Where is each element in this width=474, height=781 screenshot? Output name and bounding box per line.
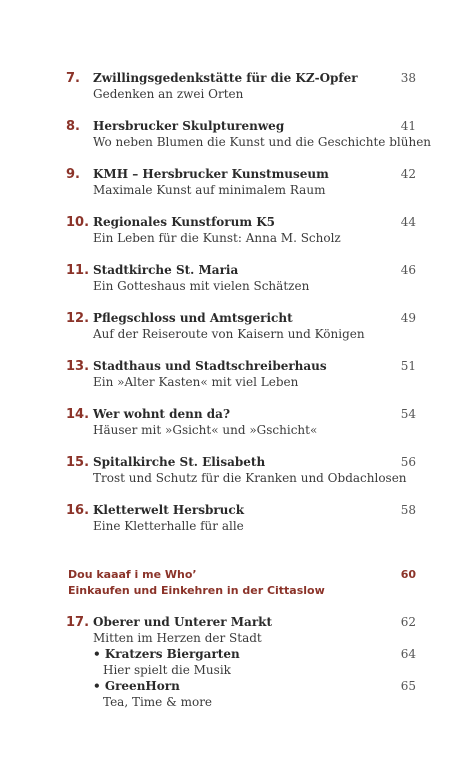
section-page-number: 60 [400,568,416,581]
entry-number: 13. [66,359,90,374]
entry-page-number: 58 [400,503,416,517]
toc-entry-14[interactable] [66,406,420,446]
section-title-line-1: Dou kaaaf i me Who’ [68,568,197,581]
toc-entry-16[interactable] [66,502,420,542]
entry-title: Pflegschloss und Amtsgericht [93,311,293,325]
entry-page-number: 41 [400,119,416,133]
entry-subtitle: Gedenken an zwei Orten [93,87,244,101]
entry-title: Oberer und Unterer Markt [93,615,273,629]
subentry-title: • GreenHorn [93,679,180,693]
entry-subtitle: Trost und Schutz für die Kranken und Obdachlosen [93,471,407,485]
entry-subtitle: Mitten im Herzen der Stadt [93,631,262,645]
subentry-page-number: 64 [400,647,416,661]
entry-title: Wer wohnt denn da? [93,407,230,421]
toc-entry-10[interactable] [66,214,420,254]
entry-page-number: 42 [400,167,416,181]
entry-subtitle: Wo neben Blumen die Kunst und die Geschichte blühen [93,135,432,149]
entry-page-number: 38 [400,71,416,85]
toc-entry-12[interactable] [66,310,420,350]
entry-title: Zwillingsgedenkstätte für die KZ-Opfer [93,71,358,85]
entry-number: 11. [66,263,90,278]
section-title-line-2: Einkaufen und Einkehren in der Cittaslow [68,584,325,597]
entry-title: Stadtkirche St. Maria [93,263,239,277]
entry-subtitle: Ein »Alter Kasten« mit viel Leben [93,375,299,389]
subentry-title: • Kratzers Biergarten [93,647,240,661]
toc-subentry-greenhorn[interactable] [93,678,420,712]
entry-number: 9. [66,167,80,182]
entry-number: 7. [66,71,80,86]
subentry-page-number: 65 [400,679,416,693]
toc-subentry-kratzers-biergarten[interactable] [93,646,420,680]
entry-number: 10. [66,215,90,230]
entry-title: KMH – Hersbrucker Kunstmuseum [93,167,329,181]
toc-entry-15[interactable] [66,454,420,494]
entry-title: Stadthaus und Stadtschreiberhaus [93,359,327,373]
entry-number: 16. [66,503,90,518]
entry-page-number: 56 [400,455,416,469]
subentry-subtitle: Tea, Time & more [103,695,213,709]
toc-entry-8[interactable] [66,118,432,158]
entry-page-number: 62 [400,615,416,629]
toc-entry-9[interactable] [66,166,420,206]
entry-title: Spitalkirche St. Elisabeth [93,455,266,469]
entry-page-number: 49 [400,311,416,325]
entry-subtitle: Maximale Kunst auf minimalem Raum [93,183,326,197]
entry-title: Regionales Kunstforum K5 [93,215,275,229]
entry-subtitle: Eine Kletterhalle für alle [93,519,244,533]
subentry-subtitle: Hier spielt die Musik [103,663,231,677]
toc-entry-13[interactable] [66,358,420,398]
entry-number: 8. [66,119,80,134]
entry-subtitle: Ein Leben für die Kunst: Anna M. Scholz [93,231,341,245]
entry-number: 12. [66,311,90,326]
entry-page-number: 44 [400,215,416,229]
toc-entry-7[interactable] [66,70,420,110]
entry-title: Kletterwelt Hersbruck [93,503,245,517]
entry-number: 15. [66,455,90,470]
entry-subtitle: Ein Gotteshaus mit vielen Schätzen [93,279,310,293]
entry-subtitle: Auf der Reiseroute von Kaisern und Königen [93,327,365,341]
entry-title: Hersbrucker Skulpturenweg [93,119,285,133]
toc-entry-11[interactable] [66,262,420,302]
entry-page-number: 54 [400,407,416,421]
section-heading[interactable] [68,566,418,602]
entry-number: 17. [66,615,90,630]
entry-page-number: 51 [400,359,416,373]
entry-number: 14. [66,407,90,422]
entry-page-number: 46 [400,263,416,277]
entry-subtitle: Häuser mit »Gsicht« und »Gschicht« [93,423,318,437]
